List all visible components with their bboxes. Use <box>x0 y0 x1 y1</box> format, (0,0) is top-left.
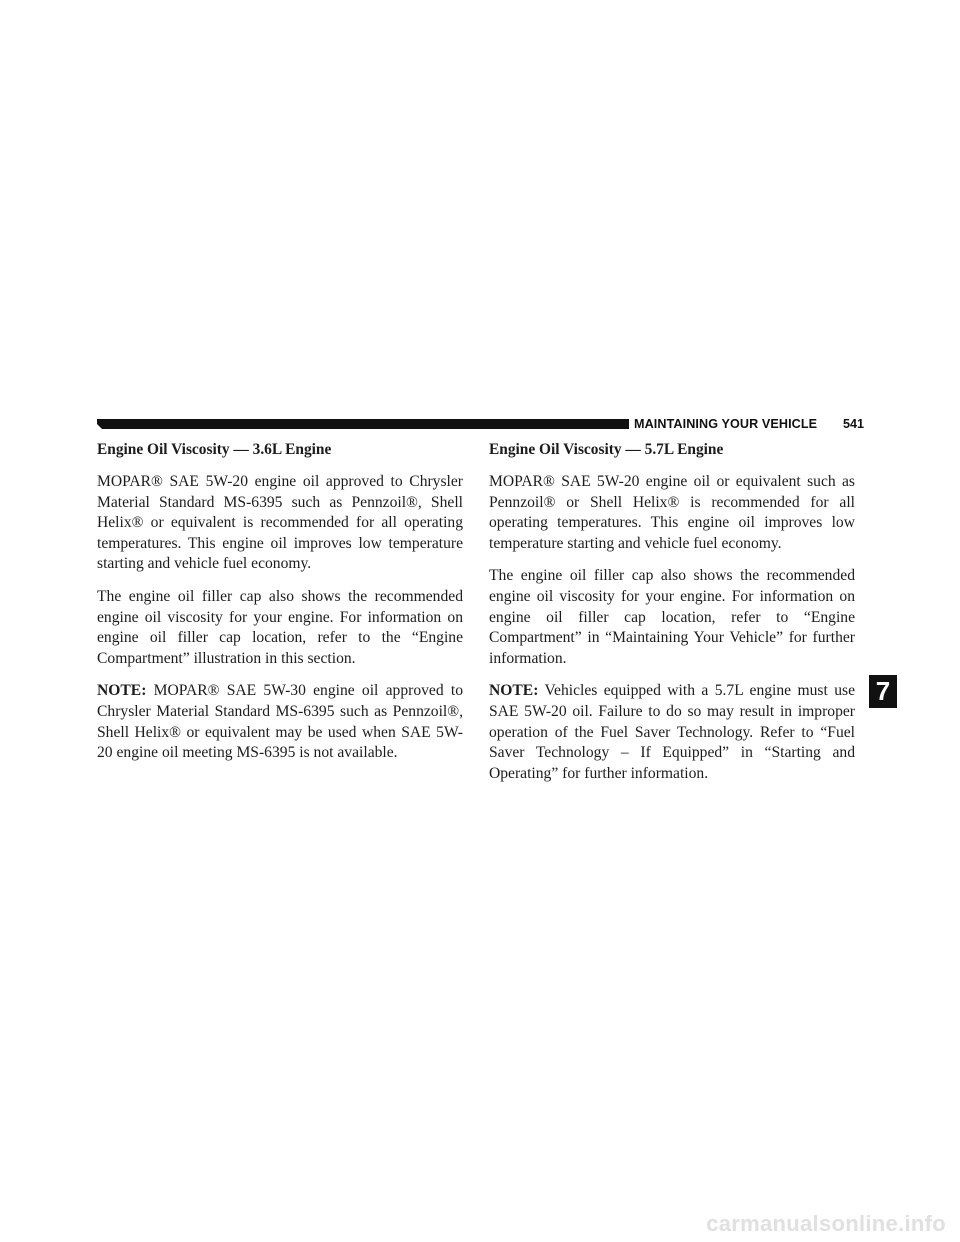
note-5-7l <box>489 681 855 784</box>
paragraph-filler-cap-5-7l: The engine oil filler cap also shows the recommended engine oil viscosity for your engine. For information on engine oil filler cap location, refer to “Engine Compartment” in “Maintaining Your Vehicle” for further information. <box>489 567 855 667</box>
paragraph-oil-recommendation-3-6l: MOPAR® SAE 5W-20 engine oil approved to Chrysler Material Standard MS-6395 such as Pennzoil®, Shell Helix® or equivalent is recommended for all operating temperatures. This engine oil improves low temperature starting and vehicle fuel economy. <box>97 473 463 573</box>
page-number: 541 <box>843 417 865 431</box>
section-heading-3-6l: Engine Oil Viscosity — 3.6L Engine <box>97 441 332 458</box>
left-column <box>97 440 463 776</box>
header-rule <box>97 419 629 429</box>
running-header-title: MAINTAINING YOUR VEHICLE <box>634 417 818 431</box>
section-heading-5-7l: Engine Oil Viscosity — 5.7L Engine <box>489 441 724 458</box>
note-3-6l <box>97 681 463 763</box>
chapter-tab: 7 <box>869 675 897 708</box>
note-label: NOTE: <box>97 682 147 700</box>
paragraph-filler-cap-3-6l: The engine oil filler cap also shows the recommended engine oil viscosity for your engine. For information on engine oil filler cap location, refer to the “Engine Compartment” illustration in this section. <box>97 587 463 667</box>
paragraph-oil-recommendation-5-7l: MOPAR® SAE 5W-20 engine oil or equivalent such as Pennzoil® or Shell Helix® is recommended for all operating temperatures. This engine oil improves low temperature starting and vehicle fuel economy. <box>489 473 855 552</box>
note-label: NOTE: <box>489 682 539 700</box>
right-column <box>489 440 855 796</box>
note-text: Vehicles equipped with a 5.7L engine must use SAE 5W-20 oil. Failure to do so may result in improper operation of the Fuel Saver Technology. Refer to “Fuel Saver Technology – If Equipped” in “Starting and Operating” for further information. <box>489 682 855 782</box>
watermark: carmanualsonline.info <box>706 1211 946 1236</box>
note-text: MOPAR® SAE 5W-30 engine oil approved to Chrysler Material Standard MS-6395 such as Pennzoil®, Shell Helix® or equivalent may be used when SAE 5W-20 engine oil meeting MS-6395 is not available. <box>97 682 463 762</box>
